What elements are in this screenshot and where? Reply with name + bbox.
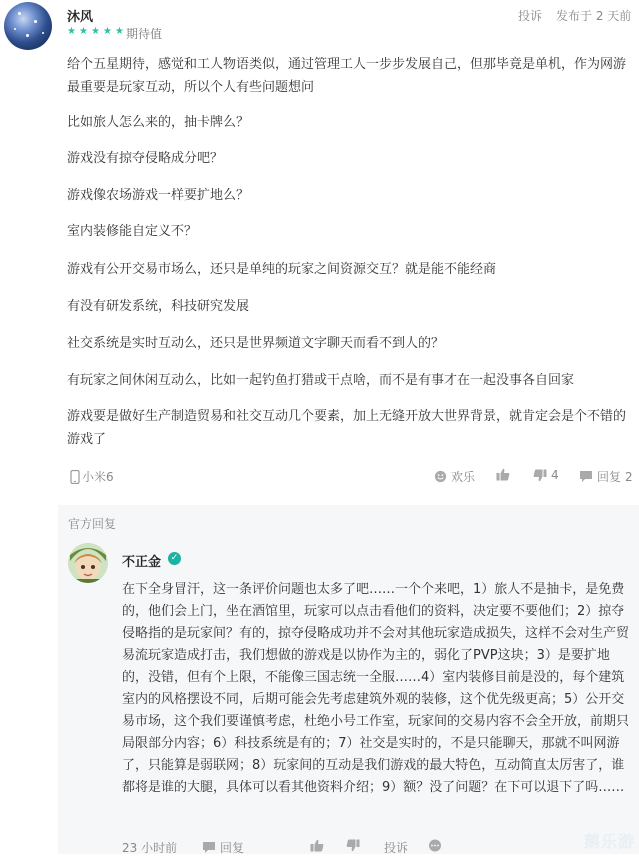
device-info bbox=[70, 468, 114, 485]
user-avatar[interactable] bbox=[4, 2, 52, 50]
official-reply-label: 回复 bbox=[220, 841, 245, 855]
official-reply-actions bbox=[122, 839, 632, 857]
rating-label: 期待值 bbox=[126, 27, 163, 41]
dislike-button[interactable] bbox=[533, 468, 559, 482]
developer-avatar[interactable] bbox=[68, 543, 108, 583]
official-dislike-button[interactable] bbox=[346, 839, 360, 852]
official-report-button[interactable] bbox=[384, 839, 408, 856]
comment-icon bbox=[202, 841, 216, 854]
official-reply-title: 官方回复 bbox=[68, 517, 117, 531]
more-options-button[interactable] bbox=[428, 839, 442, 852]
review-paragraph: 游戏没有掠夺侵略成分吧？ bbox=[67, 151, 224, 166]
happy-label: 欢乐 bbox=[451, 470, 476, 484]
review-paragraph: 游戏要是做好生产制造贸易和社交互动几个要素，加上无缝开放大世界背景，就肯定会是个不错的游戏了 bbox=[67, 409, 627, 447]
review-actions bbox=[0, 468, 639, 488]
thumbs-down-icon bbox=[346, 839, 360, 852]
official-report-label: 投诉 bbox=[384, 841, 409, 855]
happy-button[interactable] bbox=[434, 468, 475, 485]
official-reply-panel bbox=[58, 505, 639, 854]
thumbs-down-icon bbox=[533, 469, 547, 482]
rating-stars bbox=[67, 27, 125, 37]
like-button[interactable] bbox=[496, 468, 510, 481]
reply-time-text: 23 小时前 bbox=[122, 841, 178, 855]
review-paragraph: 游戏有公开交易市场么，还只是单纯的玩家之间资源交互？就是能不能经商 bbox=[67, 262, 497, 277]
verified-icon: ✓ bbox=[168, 552, 181, 565]
dislike-count: 4 bbox=[551, 468, 559, 482]
review-paragraph: 社交系统是实时互动么，还只是世界频道文字聊天而看不到人的？ bbox=[67, 336, 445, 351]
smile-icon bbox=[434, 470, 447, 483]
phone-icon bbox=[70, 470, 80, 484]
star-icon: ★ bbox=[91, 26, 100, 37]
username[interactable]: 沐风 bbox=[67, 10, 94, 25]
review-paragraph: 游戏像农场游戏一样要扩地么？ bbox=[67, 188, 250, 203]
star-icon: ★ bbox=[103, 26, 112, 37]
official-reply-button[interactable] bbox=[202, 839, 244, 856]
review-paragraph: 有没有研发系统，科技研究发展 bbox=[67, 299, 250, 314]
review-paragraph: 有玩家之间休闲互动么，比如一起钓鱼打猎或干点啥，而不是有事才在一起没事各自回家 bbox=[67, 373, 575, 388]
developer-avatar-image bbox=[68, 543, 108, 583]
star-icon: ★ bbox=[67, 26, 76, 37]
reply-count: 2 bbox=[625, 469, 633, 484]
more-dots-icon bbox=[428, 839, 442, 852]
star-icon: ★ bbox=[115, 26, 124, 37]
star-icon: ★ bbox=[79, 26, 88, 37]
reply-button[interactable] bbox=[579, 468, 633, 485]
device-name: 小米6 bbox=[82, 470, 114, 484]
reply-label: 回复 bbox=[597, 470, 622, 484]
report-button[interactable]: 投诉 bbox=[518, 9, 543, 23]
comment-icon bbox=[579, 470, 593, 483]
developer-name[interactable]: 不正金 bbox=[122, 555, 162, 570]
post-time: 发布于 2 天前 bbox=[556, 9, 632, 23]
official-reply-text: 在下全身冒汗，这一条评价问题也太多了吧……一个个来吧，1）旅人不是抽卡，是免费的，他们会上门，坐在酒馆里，玩家可以点击看他们的资料，决定要不要他们；2）掠夺侵略指的是玩家间？有的，掠夺侵略成功并不会对其他玩家造成损失，这样不会对生产贸易流玩家造成打击，我们想做的游戏是以协作为主的，弱化了PVP这块；3）是要扩地的，没错，但有个上限，不能像三国志统一全服……4）室内装修目前是没的，每个建筑室内的风格摆设不同，后期可能会先考虑建筑外观的装修，这个优先级更高；5）公开交易市场，这个我们要谨慎考虑，杜绝小号工作室，玩家间的交易内容不会全开放，前期只局限部分内容；6）科技系统是有的；7）社交是实时的，不是只能聊天，那就不叫网游了，只能算是弱联网；8）玩家间的互动是我们游戏的最大特色，互动简直太厉害了，谁都将是谁的大腿，具体可以看其他资料介绍；9）额？没了问题？在下可以退下了吗…… bbox=[122, 582, 630, 795]
thumbs-up-icon bbox=[496, 468, 510, 481]
review-paragraph: 比如旅人怎么来的，抽卡牌么？ bbox=[67, 115, 250, 130]
official-like-button[interactable] bbox=[310, 839, 324, 852]
thumbs-up-icon bbox=[310, 839, 324, 852]
watermark: 鹅乐游 bbox=[583, 832, 635, 851]
review-paragraph: 给个五星期待，感觉和工人物语类似，通过管理工人一步步发展自己，但那毕竟是单机，作为网游最重要是玩家互动，所以个人有些问题想问 bbox=[67, 57, 627, 95]
reply-time bbox=[122, 839, 177, 856]
review-paragraph: 室内装修能自定义不？ bbox=[67, 224, 198, 239]
